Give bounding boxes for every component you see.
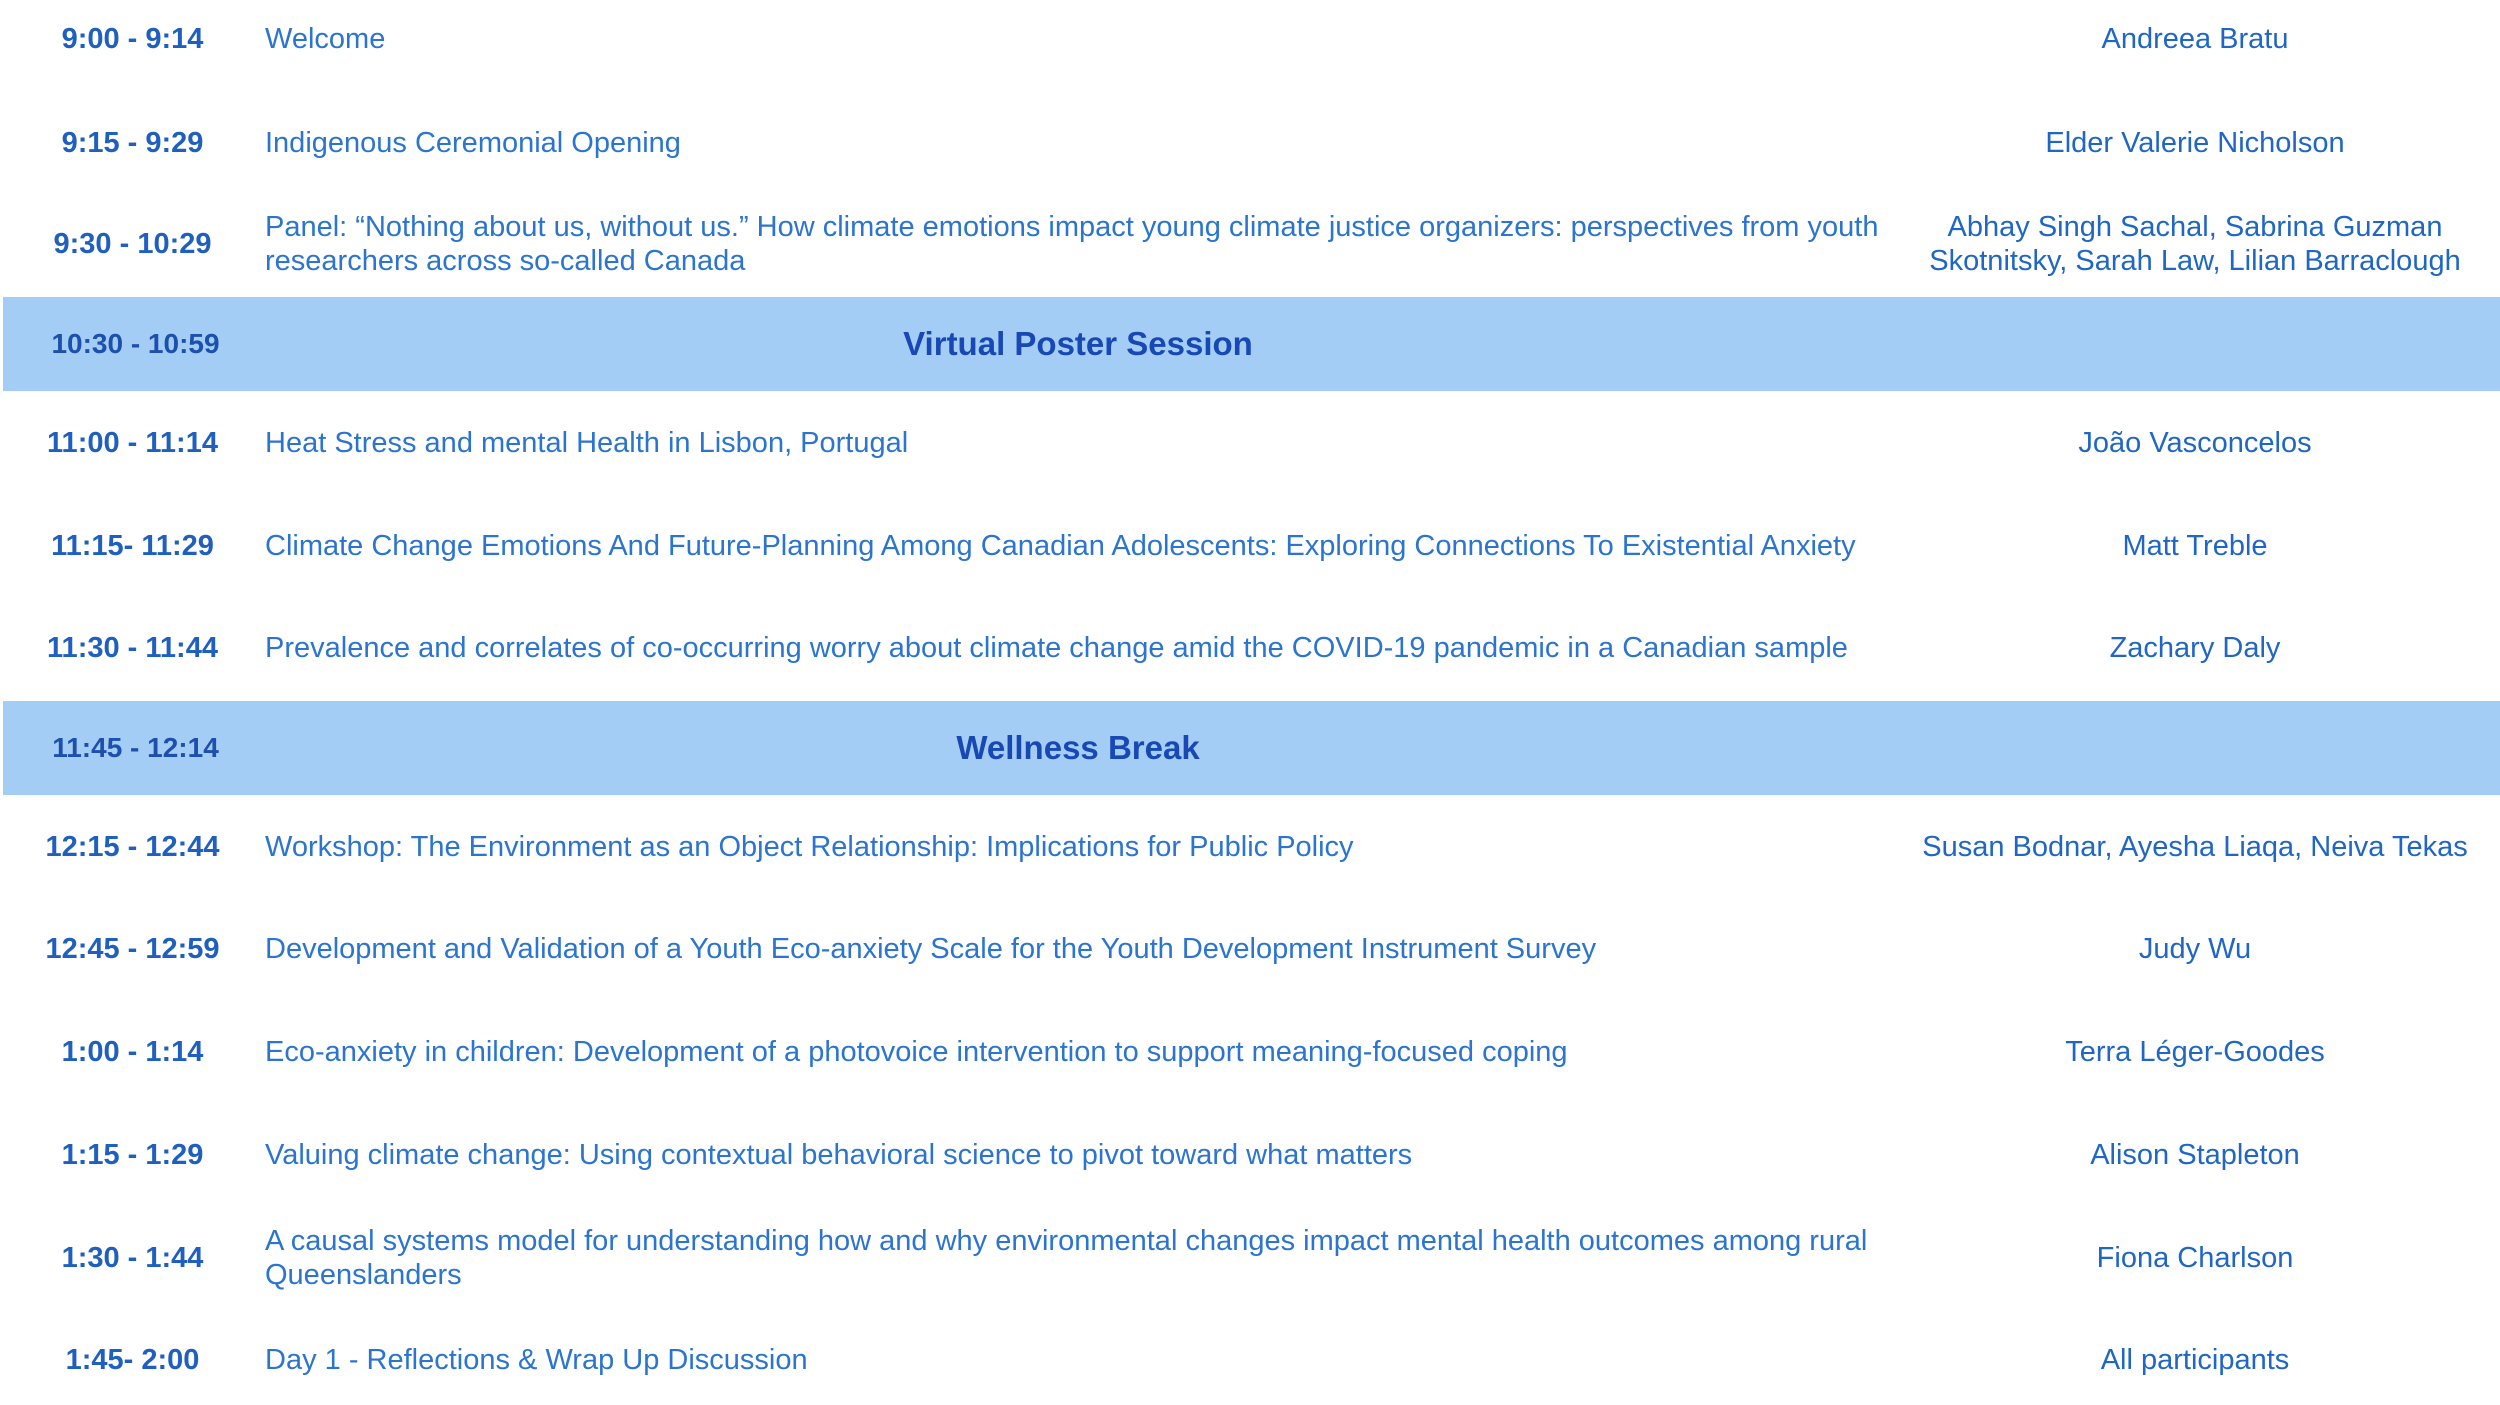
session-title: Panel: “Nothing about us, without us.” How climate emotions impact young climate justice organizers: perspectives from youth researchers across so-called Canada: [265, 211, 1879, 277]
session-speaker: All participants: [2100, 1344, 2290, 1376]
schedule-row: [0, 507, 2500, 585]
session-time: 9:30 - 10:29: [53, 227, 212, 260]
schedule-row: [0, 104, 2500, 182]
schedule-row: [0, 404, 2500, 482]
break-band-row: [3, 701, 2500, 795]
session-time: 12:15 - 12:44: [45, 830, 220, 863]
session-time: 12:45 - 12:59: [45, 932, 220, 965]
schedule-row: [0, 1116, 2500, 1194]
session-speaker: Susan Bodnar, Ayesha Liaqa, Neiva Tekas: [1922, 831, 2468, 863]
session-speaker: Alison Stapleton: [2090, 1139, 2300, 1171]
session-time: 11:15- 11:29: [51, 529, 214, 562]
schedule-row: [0, 1321, 2500, 1399]
session-speaker: Terra Léger-Goodes: [2065, 1036, 2325, 1068]
break-band-row: [3, 297, 2500, 391]
session-speaker: Fiona Charlson: [2096, 1242, 2294, 1274]
session-time: 11:30 - 11:44: [47, 631, 218, 664]
session-title: Prevalence and correlates of co-occurring worry about climate change amid the COVID-19 pandemic in a Canadian sample: [265, 632, 1848, 664]
session-speaker: Abhay Singh Sachal, Sabrina Guzman Skotnitsky, Sarah Law, Lilian Barraclough: [1929, 211, 2461, 277]
session-speaker: Zachary Daly: [2109, 632, 2281, 664]
schedule-row: [0, 1013, 2500, 1091]
session-time: 1:00 - 1:14: [61, 1035, 204, 1068]
session-title: Valuing climate change: Using contextual behavioral science to pivot toward what matters: [265, 1139, 1413, 1171]
session-time: 1:30 - 1:44: [61, 1241, 204, 1274]
band-title: Wellness Break: [956, 729, 1200, 766]
session-title: Day 1 - Reflections & Wrap Up Discussion: [265, 1344, 808, 1376]
session-speaker: Elder Valerie Nicholson: [2045, 127, 2345, 159]
schedule-row: [0, 808, 2500, 886]
session-title: Development and Validation of a Youth Eco-anxiety Scale for the Youth Development Instrument Survey: [265, 933, 1597, 965]
session-title: A causal systems model for understanding how and why environmental changes impact mental health outcomes among rural Queenslanders: [265, 1225, 1868, 1291]
session-title: Climate Change Emotions And Future-Planning Among Canadian Adolescents: Exploring Connections To Existential Anxiety: [265, 530, 1856, 562]
schedule-row: [0, 0, 2500, 78]
session-speaker: Judy Wu: [2138, 933, 2252, 965]
schedule-row: [0, 609, 2500, 687]
session-title: Indigenous Ceremonial Opening: [265, 127, 681, 159]
session-title: Welcome: [265, 23, 386, 55]
session-time: 1:15 - 1:29: [61, 1138, 204, 1171]
schedule-row: [0, 204, 2500, 284]
session-time: 10:30 - 10:59: [51, 328, 220, 359]
session-time: 9:00 - 9:14: [61, 22, 204, 55]
session-speaker: Andreea Bratu: [2101, 23, 2289, 55]
session-speaker: Matt Treble: [2122, 530, 2268, 562]
session-speaker: João Vasconcelos: [2078, 427, 2312, 459]
band-title: Virtual Poster Session: [903, 325, 1253, 362]
session-time: 11:45 - 12:14: [52, 732, 219, 763]
session-time: 9:15 - 9:29: [61, 126, 204, 159]
session-title: Heat Stress and mental Health in Lisbon, Portugal: [265, 427, 909, 459]
session-title: Eco-anxiety in children: Development of a photovoice intervention to support meaning-focused coping: [265, 1036, 1568, 1068]
schedule-row: [0, 910, 2500, 988]
schedule-row: [0, 1218, 2500, 1298]
session-title: Workshop: The Environment as an Object Relationship: Implications for Public Policy: [265, 831, 1354, 863]
session-time: 11:00 - 11:14: [47, 426, 218, 459]
session-time: 1:45- 2:00: [65, 1343, 200, 1376]
